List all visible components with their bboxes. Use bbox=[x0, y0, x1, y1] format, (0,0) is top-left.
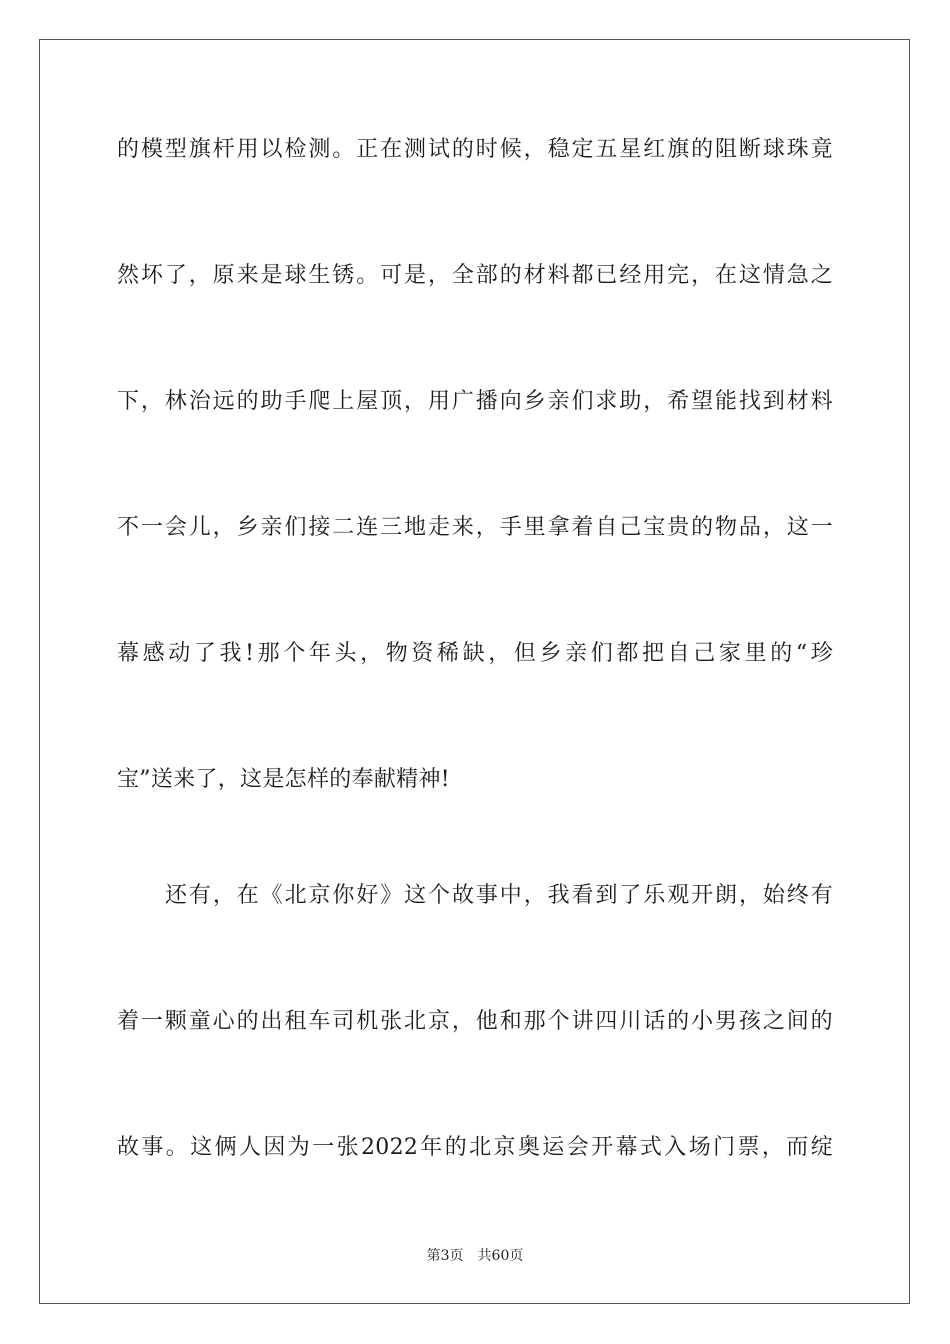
body-text-line-6: 宝”送来了，这是怎样的奉献精神! bbox=[117, 767, 450, 792]
body-text-line-2: 然坏了，原来是球生锈。可是，全部的材料都已经用完，在这情急之 bbox=[117, 263, 833, 288]
body-text-line-5: 幕感动了我!那个年头，物资稀缺，但乡亲们都把自己家里的“珍 bbox=[117, 641, 833, 666]
page-border bbox=[39, 39, 910, 1304]
body-text-line-8: 着一颗童心的出租车司机张北京，他和那个讲四川话的小男孩之间的 bbox=[117, 1009, 833, 1034]
body-text-line-3: 下，林治远的助手爬上屋顶，用广播向乡亲们求助，希望能找到材料 bbox=[117, 389, 833, 414]
body-text-line-4: 不一会儿，乡亲们接二连三地走来，手里拿着自己宝贵的物品，这一 bbox=[117, 515, 833, 540]
body-text-line-7: 还有，在《北京你好》这个故事中，我看到了乐观开朗，始终有 bbox=[165, 883, 833, 908]
page-total: 共60页 bbox=[477, 1248, 524, 1264]
page-footer bbox=[0, 1247, 950, 1265]
body-text-line-9: 故事。这俩人因为一张2022年的北京奥运会开幕式入场门票，而绽 bbox=[117, 1135, 833, 1160]
body-text-line-1: 的模型旗杆用以检测。正在测试的时候，稳定五星红旗的阻断球珠竟 bbox=[117, 137, 833, 162]
page-number: 第3页 bbox=[426, 1248, 464, 1264]
